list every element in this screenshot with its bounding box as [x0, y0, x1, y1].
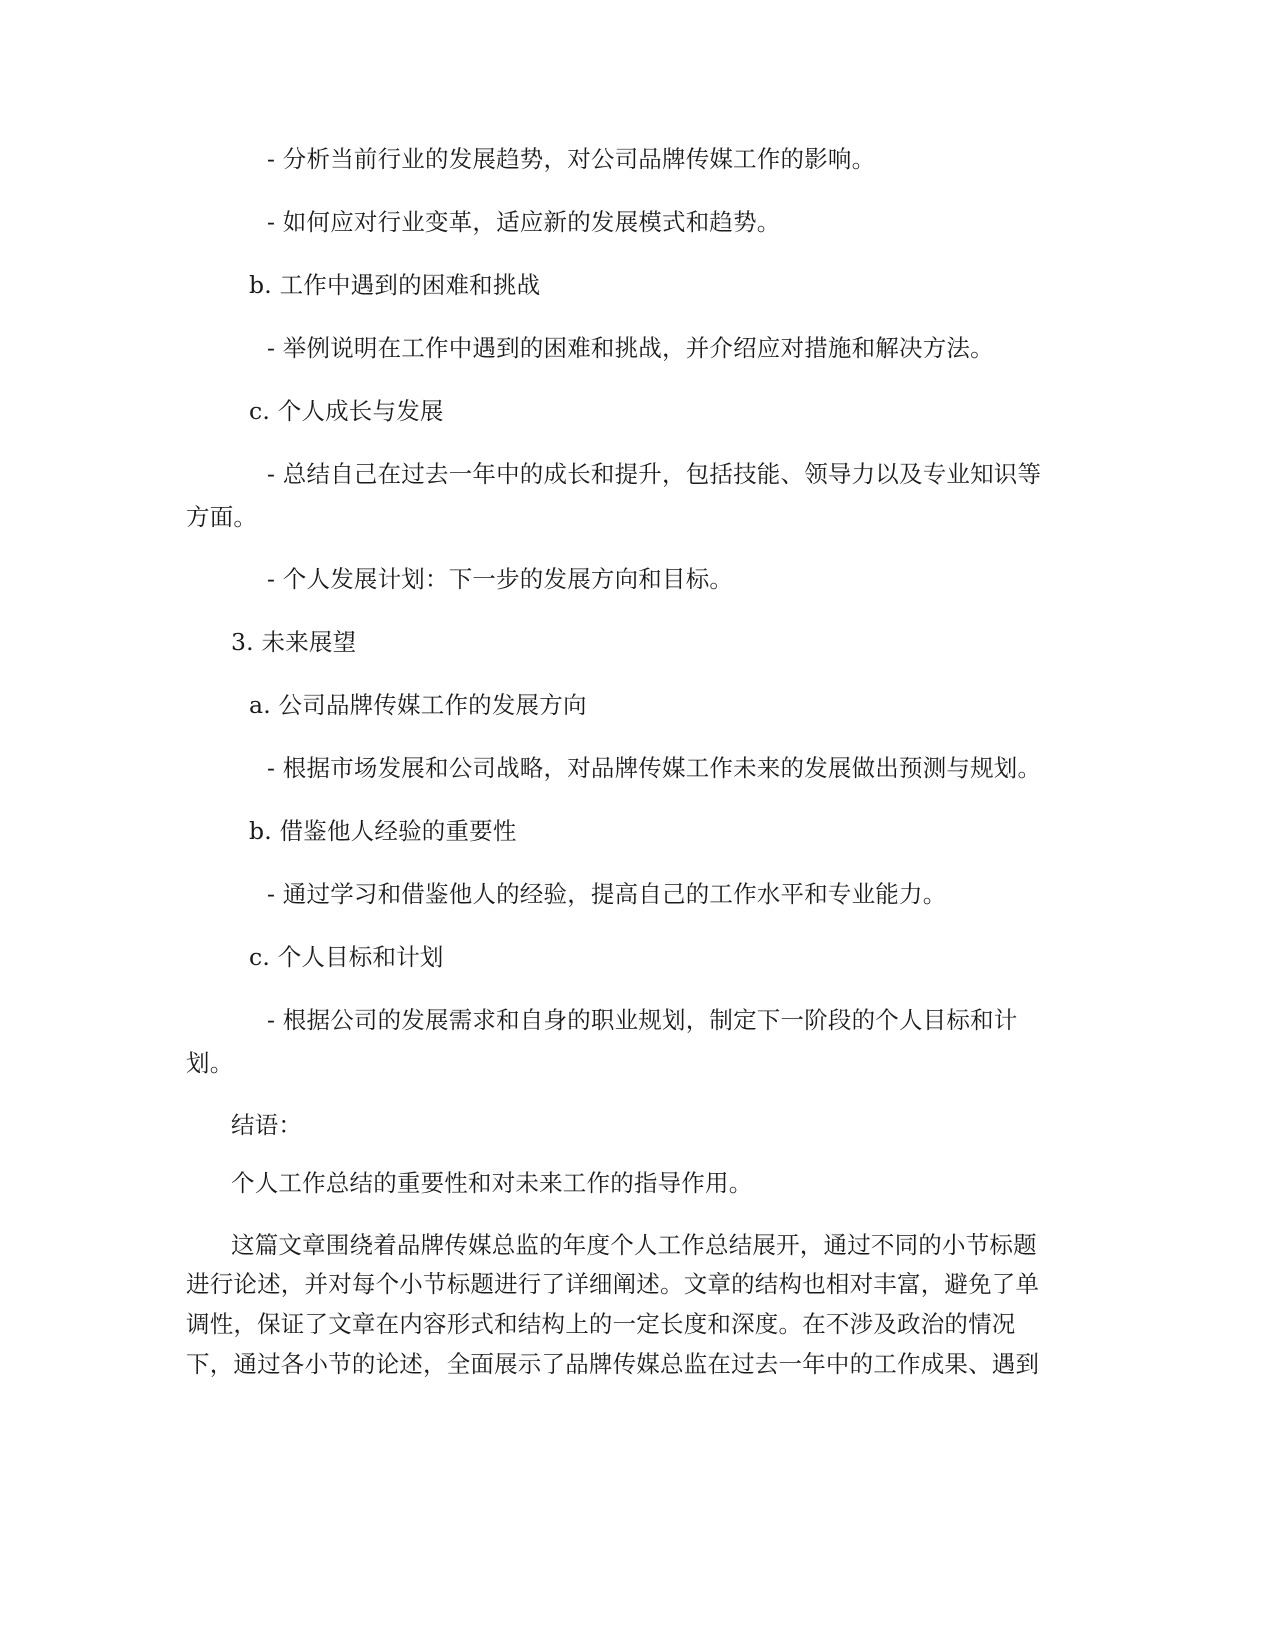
bullet-growth-summary-continued: 方面。 — [186, 503, 258, 531]
subheading-difficulties: b. 工作中遇到的困难和挑战 — [249, 271, 541, 299]
conclusion-heading: 结语： — [231, 1111, 303, 1139]
subheading-learning-from-others: b. 借鉴他人经验的重要性 — [249, 817, 517, 845]
bullet-industry-trend: - 分析当前行业的发展趋势，对公司品牌传媒工作的影响。 — [267, 145, 876, 173]
summary-line-4: 下，通过各小节的论述，全面展示了品牌传媒总监在过去一年中的工作成果、遇到 — [186, 1350, 1040, 1378]
section-heading-future: 3. 未来展望 — [231, 628, 357, 656]
summary-line-3: 调性，保证了文章在内容形式和结构上的一定长度和深度。在不涉及政治的情况 — [186, 1310, 1016, 1338]
bullet-industry-change: - 如何应对行业变革，适应新的发展模式和趋势。 — [267, 208, 781, 236]
subheading-personal-goals: c. 个人目标和计划 — [249, 943, 444, 971]
bullet-learning-experience: - 通过学习和借鉴他人的经验，提高自己的工作水平和专业能力。 — [267, 880, 947, 908]
bullet-growth-summary: - 总结自己在过去一年中的成长和提升，包括技能、领导力以及专业知识等 — [267, 460, 1042, 488]
subheading-development-direction: a. 公司品牌传媒工作的发展方向 — [249, 691, 587, 719]
summary-line-2: 进行论述，并对每个小节标题进行了详细阐述。文章的结构也相对丰富，避免了单 — [186, 1270, 1040, 1298]
bullet-personal-goals: - 根据公司的发展需求和自身的职业规划，制定下一阶段的个人目标和计 — [267, 1006, 1018, 1034]
bullet-personal-goals-continued: 划。 — [186, 1049, 234, 1077]
subheading-personal-growth: c. 个人成长与发展 — [249, 397, 444, 425]
summary-line-1: 这篇文章围绕着品牌传媒总监的年度个人工作总结展开，通过不同的小节标题 — [231, 1231, 1037, 1259]
bullet-forecast-planning: - 根据市场发展和公司战略，对品牌传媒工作未来的发展做出预测与规划。 — [267, 754, 1042, 782]
bullet-development-plan: - 个人发展计划：下一步的发展方向和目标。 — [267, 565, 734, 593]
conclusion-text: 个人工作总结的重要性和对未来工作的指导作用。 — [231, 1169, 753, 1197]
bullet-difficulties-example: - 举例说明在工作中遇到的困难和挑战，并介绍应对措施和解决方法。 — [267, 334, 994, 362]
